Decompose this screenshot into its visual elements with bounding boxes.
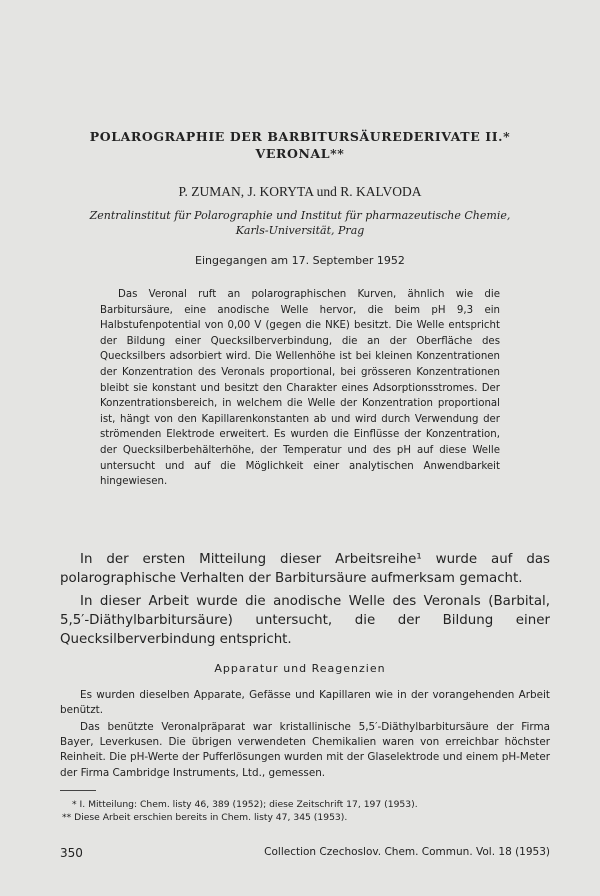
received-date: Eingegangen am 17. September 1952 [195, 254, 405, 267]
affiliation-line-1: Zentralinstitut für Polarographie und Institut für pharmazeutische Chemie, [89, 209, 511, 222]
section-heading: Apparatur und Reagenzien [214, 662, 386, 675]
title-line-1: POLAROGRAPHIE DER BARBITURSÄUREDERIVATE II.* [89, 129, 511, 144]
page-number: 350 [60, 846, 83, 860]
footnote-1: * I. Mitteilung: Chem. listy 46, 389 (1952); diese Zeitschrift 17, 197 (1953). [72, 799, 418, 810]
journal-citation: Collection Czechoslov. Chem. Commun. Vol. 18 (1953) [264, 846, 550, 858]
abstract: Das Veronal ruft an polarographischen Kurven, ähnlich wie die Barbitursäure, eine anodische Welle hervor, die beim pH 9,3 ein Halbstufenpotential von 0,00 V (gegen die NKE) besitzt. Die Welle entspricht der Bildung einer Quecksilberverbindung, die an der Oberfläche des Quecksilbers adsorbiert wird. Die Wellenhöhe ist bei kleinen Konzentrationen der Konzentration des Veronals proportional, bei grösseren Konzentrationen bleibt sie konstant und besitzt den Charakter eines Adsorptionsstromes. Der Konzentrationsbereich, in welchem die Welle der Konzentration proportional ist, hängt von den Kapillarenkonstanten ab und wird durch Verwendung der strömenden Elektrode erweitert. Es wurden die Einflüsse der Konzentration, der Quecksilberbehälterhöhe, der Temperatur und des pH auf diese Welle untersucht und auf die Möglichkeit einer analytischen Anwendbarkeit hingewiesen. [100, 289, 500, 488]
intro-paragraph-2: In dieser Arbeit wurde die anodische Welle des Veronals (Barbital, 5,5′-Diäthylbarbitursäure) untersucht, die der Bildung einer Quecksilberverbindung entspricht. [60, 594, 550, 647]
affiliation [60, 208, 540, 238]
intro-paragraph-1: In der ersten Mitteilung dieser Arbeitsreihe¹ wurde auf das polarographische Verhalten der Barbitursäure aufmerksam gemacht. [60, 552, 550, 586]
affiliation-line-2: Karls-Universität, Prag [235, 224, 365, 237]
footnote-divider [60, 790, 96, 791]
title-line-2: VERONAL** [255, 146, 345, 161]
section-paragraph-1: Es wurden dieselben Apparate, Gefässe und Kapillaren wie in der vorangehenden Arbeit benützt. [60, 689, 550, 717]
footnote-2: ** Diese Arbeit erschien bereits in Chem. listy 47, 345 (1953). [62, 812, 348, 823]
article-title [60, 128, 540, 162]
section-paragraph-2: Das benützte Veronalpräparat war kristallinische 5,5′-Diäthylbarbitursäure der Firma Bayer, Leverkusen. Die übrigen verwendeten Chemikalien waren von erreichbar höchster Reinheit. Die pH-Werte der Pufferlösungen wurden mit der Glaselektrode und einem pH-Meter der Firma Cambridge Instruments, Ltd., gemessen. [60, 721, 550, 779]
authors: P. ZUMAN, J. KORYTA und R. KALVODA [178, 184, 422, 199]
